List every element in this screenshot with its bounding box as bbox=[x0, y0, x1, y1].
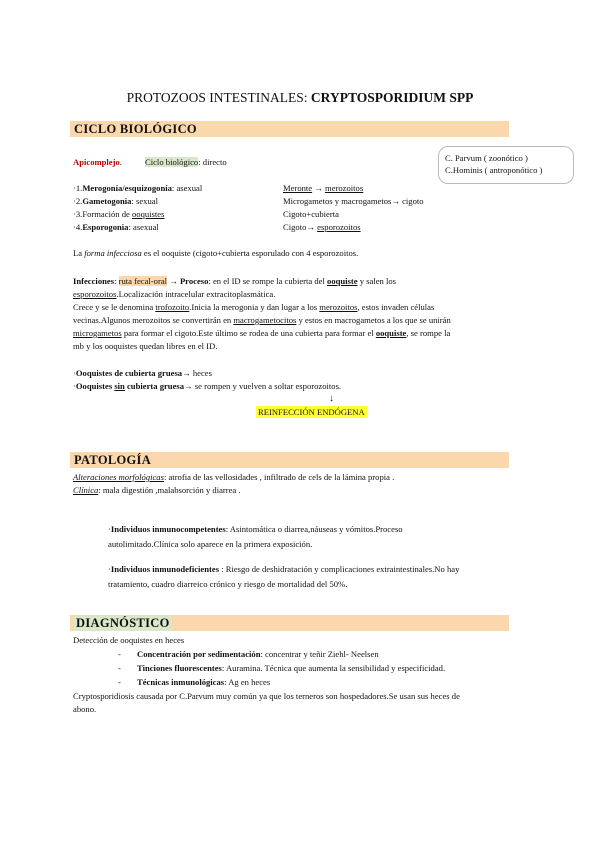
list-item: Técnicas inmunológicas: Ag en heces bbox=[137, 677, 271, 687]
infecciones-line-6: mb y los ooquistes quedan libres en el ID. bbox=[73, 341, 218, 351]
clinica: Clínica: mala digestión ,malabsorción y diarrea . bbox=[73, 485, 241, 495]
stage-1-result: Meronte → merozoitos bbox=[283, 183, 364, 193]
list-bullet: - bbox=[118, 677, 121, 687]
inmunocompetentes-line-1: ·Individuos inmunocompetentes: Asintomática o diarrea,náuseas y vómitos.Proceso bbox=[108, 524, 403, 534]
section-header-diagnostico: DIAGNÓSTICO bbox=[70, 615, 509, 631]
infecciones-line-3: Crece y se le denomina trofozoito.Inicia la merogonia y dan lugar a los merozoitos, estos invaden células bbox=[73, 302, 435, 312]
ooquistes-sin-gruesa: ·Ooquistes sin cubierta gruesa→ se rompen y vuelven a soltar esporozoitos. bbox=[73, 381, 342, 391]
stage-1: ·1.Merogonía/esquizogonía: asexual bbox=[73, 183, 203, 193]
apicomplejo-label: Apicomplejo bbox=[73, 157, 120, 167]
infecciones-line-1: Infecciones: ruta fecal-oral → Proceso: en el ID se rompe la cubierta del ooquiste y salen los bbox=[73, 276, 397, 286]
inmunodeficientes-line-2: tratamiento, cuadro diarreico crónico y riesgo de mortalidad del 50%. bbox=[108, 579, 348, 589]
infecciones-line-4: vecinas.Algunos merozoitos se convertirán en macrogametocitos y estos en macrogametos a los que se unirán bbox=[73, 315, 451, 325]
infecciones-line-2: esporozoitos.Localización intracelular extracitoplasmática. bbox=[73, 289, 276, 299]
list-item: Concentración por sedimentación: concentrar y teñir Ziehl- Neelsen bbox=[137, 649, 379, 659]
species-parvum: C. Parvum ( zoonótico ) bbox=[445, 153, 528, 163]
list-bullet: - bbox=[118, 663, 121, 673]
stage-3-result: Cigoto+cubierta bbox=[283, 209, 339, 219]
diagnostico-note-line-1: Cryptosporidiosis causada por C.Parvum muy común ya que los terneros son hospedadores.Se usan sus heces de bbox=[73, 691, 460, 701]
page-title: PROTOZOOS INTESTINALES: CRYPTOSPORIDIUM SPP bbox=[126, 90, 474, 105]
species-hominis: C.Hominis ( antroponótico ) bbox=[445, 165, 543, 175]
stage-3: ·3.Formación de ooquistes bbox=[73, 209, 165, 219]
stage-2: ·2.Gametogonia: sexual bbox=[73, 196, 158, 206]
list-item: Tinciones fluorescentes: Auramina. Técnica que aumenta la sensibilidad y especificidad. bbox=[137, 663, 446, 673]
down-arrow-icon: ↓ bbox=[329, 393, 334, 404]
ciclo-type: Ciclo biológico: directo bbox=[145, 157, 227, 167]
infecciones-line-5: microgametos para formar el cigoto.Este último se rodea de una cubierta para formar el ooquiste, se rompe la bbox=[73, 328, 451, 338]
reinfeccion-endogena: REINFECCIÓN ENDÓGENA bbox=[258, 407, 365, 417]
list-bullet: - bbox=[118, 649, 121, 659]
alteraciones-morfologicas: Alteraciones morfológicas: atrofia de las vellosidades , infiltrado de cels de la lámina propia . bbox=[73, 472, 395, 482]
forma-infecciosa: La forma infecciosa es el ooquiste (cigoto+cubierta esporulado con 4 esporozoitos. bbox=[73, 248, 359, 258]
stage-2-result: Microgametos y macrogametos→ cigoto bbox=[283, 196, 424, 206]
inmunocompetentes-line-2: autolimitado.Clínica solo aparece en la primera exposición. bbox=[108, 539, 313, 549]
diagnostico-note-line-2: abono. bbox=[73, 704, 97, 714]
stage-4: ·4.Esporogonia: asexual bbox=[73, 222, 159, 232]
ciclo-line: Apicomplejo. bbox=[73, 157, 122, 167]
section-header-ciclo: CICLO BIOLÓGICO bbox=[70, 121, 509, 137]
stage-4-result: Cigoto→ esporozoitos bbox=[283, 222, 361, 232]
inmunodeficientes-line-1: ·Individuos inmunodeficientes : Riesgo de deshidratación y complicaciones extraintestinales.No hay bbox=[108, 564, 460, 574]
ooquistes-gruesa: ·Ooquistes de cubierta gruesa→ heces bbox=[73, 368, 212, 378]
section-header-patologia: PATOLOGÍA bbox=[70, 452, 509, 468]
ciclo-label: Ciclo biológico bbox=[145, 157, 199, 167]
diagnostico-intro: Detección de ooquistes en heces bbox=[73, 635, 185, 645]
